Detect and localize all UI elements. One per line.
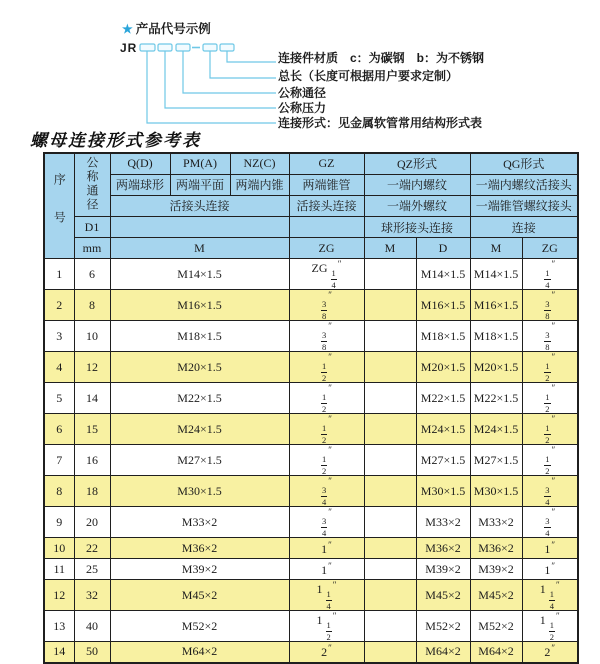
table-row: [44, 611, 578, 642]
header-q: Q(D): [110, 153, 170, 174]
header-pm: PM(A): [170, 153, 230, 174]
code-label-material: 连接件材质 c：为碳钢 b：为不锈钢: [278, 51, 485, 65]
cell-m: M22×1.5: [110, 383, 289, 414]
code-boxes: [140, 44, 234, 51]
table-row: [44, 414, 578, 445]
cell-qz-d: M20×1.5: [416, 352, 470, 383]
cell-m: M27×1.5: [110, 445, 289, 476]
header-qg: QG形式: [470, 153, 578, 174]
cell-qg-zg: $\frac{3}{4}$ ″: [522, 476, 578, 507]
table-row: [44, 538, 578, 559]
cell-qg-zg: 2″: [522, 642, 578, 663]
cell-seq: 3: [44, 321, 74, 352]
cell-dn: 14: [74, 383, 110, 414]
cell-seq: 11: [44, 559, 74, 580]
cell-qz-m: [364, 476, 416, 507]
cell-dn: 15: [74, 414, 110, 445]
cell-qz-m: [364, 611, 416, 642]
cell-seq: 4: [44, 352, 74, 383]
header-qz-desc1: 一端内螺纹: [364, 174, 470, 195]
code-label-connection-type: 连接形式：见金属软管常用结构形式表: [278, 116, 483, 130]
cell-qg-zg: $\frac{1}{2}$ ″: [522, 383, 578, 414]
header-gz-connection: 活接头连接: [289, 195, 364, 216]
cell-qz-d: M64×2: [416, 642, 470, 663]
cell-m: M14×1.5: [110, 259, 289, 290]
cell-zg: 1 $\frac{1}{2}$ ″: [289, 611, 364, 642]
cell-qg-zg: $\frac{1}{2}$ ″: [522, 445, 578, 476]
cell-zg: ZG $\frac{1}{4}$ ″: [289, 259, 364, 290]
cell-qz-d: M30×1.5: [416, 476, 470, 507]
header-qg-zg: ZG: [522, 238, 578, 259]
header-blank-gz: [289, 217, 364, 238]
cell-qz-m: [364, 259, 416, 290]
cell-qz-d: M52×2: [416, 611, 470, 642]
cell-zg: $\frac{3}{8}$ ″: [289, 321, 364, 352]
cell-qg-zg: $\frac{3}{8}$ ″: [522, 321, 578, 352]
header-nominal-diameter: 公称通径: [74, 153, 110, 217]
table-row: [44, 290, 578, 321]
header-gz-desc: 两端锥管: [289, 174, 364, 195]
cell-qz-m: [364, 414, 416, 445]
header-qg-desc2: 一端锥管螺纹接头: [470, 195, 578, 216]
code-label-nominal-pressure: 公称压力: [278, 101, 327, 115]
header-blank-left: [110, 217, 289, 238]
cell-zg: 2″: [289, 642, 364, 663]
header-qz-m: M: [364, 238, 416, 259]
cell-m: M30×1.5: [110, 476, 289, 507]
header-qg-desc1: 一端内螺纹活接头: [470, 174, 578, 195]
cell-qg-m: M18×1.5: [470, 321, 522, 352]
cell-qz-d: M33×2: [416, 507, 470, 538]
cell-qz-d: M18×1.5: [416, 321, 470, 352]
header-qg-connection: 连接: [470, 217, 578, 238]
cell-dn: 40: [74, 611, 110, 642]
cell-seq: 7: [44, 445, 74, 476]
cell-dn: 22: [74, 538, 110, 559]
table-row: [44, 383, 578, 414]
cell-qz-d: M39×2: [416, 559, 470, 580]
cell-zg: $\frac{3}{4}$ ″: [289, 476, 364, 507]
header-qz-connection: 球形接头连接: [364, 217, 470, 238]
header-mm: mm: [74, 238, 110, 259]
cell-m: M36×2: [110, 538, 289, 559]
cell-seq: 13: [44, 611, 74, 642]
cell-qz-m: [364, 383, 416, 414]
cell-m: M20×1.5: [110, 352, 289, 383]
table-row: [44, 445, 578, 476]
cell-seq: 6: [44, 414, 74, 445]
cell-qz-m: [364, 321, 416, 352]
cell-dn: 8: [74, 290, 110, 321]
cell-zg: 1″: [289, 559, 364, 580]
cell-zg: $\frac{3}{8}$ ″: [289, 290, 364, 321]
cell-seq: 9: [44, 507, 74, 538]
table-row: [44, 352, 578, 383]
cell-dn: 20: [74, 507, 110, 538]
cell-qz-d: M27×1.5: [416, 445, 470, 476]
cell-qz-m: [364, 642, 416, 663]
cell-zg: 1″: [289, 538, 364, 559]
cell-m: M64×2: [110, 642, 289, 663]
cell-dn: 10: [74, 321, 110, 352]
cell-zg: $\frac{1}{2}$ ″: [289, 383, 364, 414]
header-qz-d: D: [416, 238, 470, 259]
cell-qz-d: M36×2: [416, 538, 470, 559]
cell-qg-m: M64×2: [470, 642, 522, 663]
cell-qg-m: M14×1.5: [470, 259, 522, 290]
cell-qg-zg: $\frac{3}{4}$ ″: [522, 507, 578, 538]
table-row: [44, 559, 578, 580]
cell-qz-m: [364, 507, 416, 538]
cell-qz-m: [364, 538, 416, 559]
header-q-desc: 两端球形: [110, 174, 170, 195]
cell-m: M45×2: [110, 580, 289, 611]
cell-seq: 2: [44, 290, 74, 321]
cell-qg-m: M52×2: [470, 611, 522, 642]
code-label-nominal-diameter: 公称通径: [278, 86, 327, 100]
cell-qg-zg: 1 $\frac{1}{2}$ ″: [522, 611, 578, 642]
header-d1: D1: [74, 217, 110, 238]
table-row: [44, 259, 578, 290]
cell-m: M52×2: [110, 611, 289, 642]
cell-m: M18×1.5: [110, 321, 289, 352]
table-body: [44, 259, 578, 663]
cell-qg-m: M45×2: [470, 580, 522, 611]
cell-qg-zg: 1 $\frac{1}{4}$ ″: [522, 580, 578, 611]
cell-zg: $\frac{1}{2}$ ″: [289, 445, 364, 476]
cell-qg-zg: 1″: [522, 559, 578, 580]
cell-qz-d: M22×1.5: [416, 383, 470, 414]
header-m: M: [110, 238, 289, 259]
cell-seq: 10: [44, 538, 74, 559]
cell-dn: 12: [74, 352, 110, 383]
leader-lines: [147, 51, 276, 123]
cell-m: M24×1.5: [110, 414, 289, 445]
cell-m: M16×1.5: [110, 290, 289, 321]
cell-qz-d: M45×2: [416, 580, 470, 611]
header-nz-desc: 两端内锥: [230, 174, 289, 195]
cell-m: M39×2: [110, 559, 289, 580]
cell-qg-zg: $\frac{1}{2}$ ″: [522, 352, 578, 383]
header-pm-desc: 两端平面: [170, 174, 230, 195]
header-qg-m: M: [470, 238, 522, 259]
cell-dn: 18: [74, 476, 110, 507]
code-label-length: 总长（长度可根据用户要求定制）: [278, 69, 459, 83]
cell-qz-m: [364, 352, 416, 383]
cell-dn: 50: [74, 642, 110, 663]
code-prefix: JR: [120, 41, 138, 55]
table-row: [44, 642, 578, 663]
cell-dn: 6: [74, 259, 110, 290]
cell-seq: 1: [44, 259, 74, 290]
header-seq: 序号: [44, 153, 74, 259]
cell-zg: 1 $\frac{1}{4}$ ″: [289, 580, 364, 611]
cell-qz-d: M14×1.5: [416, 259, 470, 290]
diagram-heading: [122, 19, 211, 37]
table-row: [44, 580, 578, 611]
table-title: 螺母连接形式参考表: [30, 131, 201, 151]
table-header: [44, 153, 578, 259]
table-row: [44, 321, 578, 352]
cell-qz-m: [364, 290, 416, 321]
cell-zg: $\frac{3}{4}$ ″: [289, 507, 364, 538]
cell-qg-m: M24×1.5: [470, 414, 522, 445]
header-qz-desc2: 一端外螺纹: [364, 195, 470, 216]
cell-dn: 16: [74, 445, 110, 476]
cell-seq: 5: [44, 383, 74, 414]
cell-seq: 14: [44, 642, 74, 663]
header-gz: GZ: [289, 153, 364, 174]
cell-seq: 12: [44, 580, 74, 611]
cell-m: M33×2: [110, 507, 289, 538]
diagram-heading-text: 产品代号示例: [135, 22, 211, 36]
cell-zg: $\frac{1}{2}$ ″: [289, 352, 364, 383]
cell-qg-m: M30×1.5: [470, 476, 522, 507]
cell-qg-m: M39×2: [470, 559, 522, 580]
cell-zg: $\frac{1}{2}$ ″: [289, 414, 364, 445]
cell-qz-m: [364, 445, 416, 476]
cell-qg-zg: $\frac{1}{2}$ ″: [522, 414, 578, 445]
cell-qg-m: M33×2: [470, 507, 522, 538]
header-zg: ZG: [289, 238, 364, 259]
header-union-connection: 活接头连接: [110, 195, 289, 216]
cell-qz-d: M16×1.5: [416, 290, 470, 321]
nut-connection-table: [43, 152, 579, 664]
cell-qg-m: M27×1.5: [470, 445, 522, 476]
star-icon: ★: [122, 22, 133, 36]
cell-qg-m: M20×1.5: [470, 352, 522, 383]
cell-qg-m: M16×1.5: [470, 290, 522, 321]
cell-qg-m: M36×2: [470, 538, 522, 559]
table-row: [44, 507, 578, 538]
cell-dn: 32: [74, 580, 110, 611]
cell-qz-d: M24×1.5: [416, 414, 470, 445]
cell-qz-m: [364, 580, 416, 611]
table-row: [44, 476, 578, 507]
cell-qg-zg: $\frac{1}{4}$ ″: [522, 259, 578, 290]
cell-qg-zg: $\frac{3}{8}$ ″: [522, 290, 578, 321]
cell-qg-m: M22×1.5: [470, 383, 522, 414]
cell-qg-zg: 1″: [522, 538, 578, 559]
cell-dn: 25: [74, 559, 110, 580]
cell-qz-m: [364, 559, 416, 580]
cell-seq: 8: [44, 476, 74, 507]
header-nz: NZ(C): [230, 153, 289, 174]
header-qz: QZ形式: [364, 153, 470, 174]
